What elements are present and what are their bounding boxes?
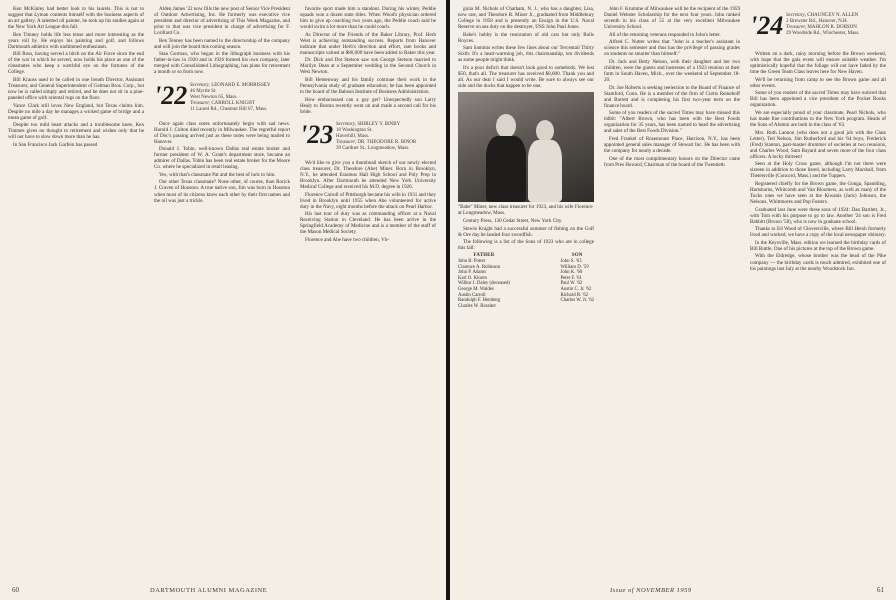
photo-slot [458, 92, 594, 216]
paragraph: Dr. Joe Roberts is seeking reelection to the Board of Finance of Stamford, Conn. He is a member of the firm of Curtis Reineboff and Barrett and is completing his first two-year term on the finance board. [604, 84, 740, 109]
secretary-name: CHAUNCEY N. ALLEN [807, 13, 859, 18]
class-year-numeral: '23 [300, 119, 334, 149]
sons-column [560, 253, 594, 309]
son-name: Austin C. Jr. '62 [560, 286, 592, 292]
paragraph: We are especially proud of your classmate, Pearl Nichols, who has made fine contributions to the New York program. Heads of the Sons of Alumni are both in the class of '63. [750, 109, 886, 129]
treasurer-name: CARROLL KNIGHT [211, 100, 255, 106]
paragraph: Florence Carroll of Pittsburgh became his wife in 1931 and they lived in Brooklyn until 1955 when Abe volunteered for active duty in the Navy, eight months before the attack on Pearl Harbor. [300, 191, 436, 210]
running-footer: Issue of NOVEMBER 1959 [610, 587, 692, 594]
class-year-numeral: '22 [154, 80, 188, 110]
treasurer-label: Treasurer, [786, 25, 807, 30]
son-name: John K. '60 [560, 270, 583, 276]
paragraph: Ben Tenney has been named to the directorship of the company and will join the board this coming season. [154, 37, 290, 50]
father-name: John R. Potter [458, 258, 486, 264]
paragraph: Dr. Dick and Dot Stetson saw son George Stetson married to Marilyn Dean at a September wedding in the Second Church in West Newton. [300, 57, 436, 76]
paragraph: In San Francisco Jack Garfein has passed [13, 141, 98, 148]
secretary-address: 46 Myrtle St. [190, 88, 217, 94]
paragraph: Century Press, 130 Cedar Street, New York City. [463, 218, 563, 225]
paragraph: ginia M. Nichols of Chatham, N. J., who has a daughter, Lisa, now one, and Theodore R. Miner Jr., graduated from Middlebury College in 1958 and is presently an Ensign in the U.S. Naval Reserve on sea duty on the destroyer, USS John Paul Jones. [458, 6, 594, 31]
treasurer-label: Treasurer, [190, 100, 211, 106]
secretary-name: LEONARD E. MORRISSEY [211, 82, 271, 88]
father-name: George M. Waldes [458, 286, 494, 292]
treasurer-address: 11 Laurel Rd., Chestnut Hill 67, Mass. [190, 106, 268, 112]
paragraph: Bill Ross, having served a hitch on the Air Force since the end of the war in which he served, now holds his place as one of the classmates who keep a watchful eye on the fortunes of the College. [8, 51, 144, 76]
paragraph: Registered chiefly for the Brown game, the Gonga, Spaulding, Hartshorns, Whitcomb and Van Bloomers, as well as many of the Tucks ones we have seen at the Kiwanis (Jack) Johnson, the Nelsons, Whittmores and Pop Fosters. [750, 180, 886, 206]
paragraph: Ben Timney holds life less tense and more interesting as the years roll by. He enjoys his painting and golf, and follows Dartmouth athletics with undimmed enthusiasm. [8, 31, 144, 50]
class-officers [336, 122, 436, 152]
right-column-3 [750, 6, 886, 566]
paragraph: How embarrassed can a guy get? Unexpectedly son Larry Healy to Boston recently went on and made a second call for his bride. [300, 96, 436, 115]
paragraph: Once again class notes unfortunately begin with sad news. Harold J. Colton died recently in Milwaukee. The regretful report of Doc's passing arrived just as these notes were being mailed to Hanover. [154, 120, 290, 145]
paragraph: Sam Sammis writes these few lines about our Tercentail Thirty Sixth: It's a heart-warming job, this chairmanship, ten dividends as some people might think. [458, 45, 594, 64]
paragraph: Mrs. Ruth Lannon (who does not a good job with the Class Letter), Ted Nelson, Jim Rutherford and his '64 boys, Frederick (Fred) Stanton, past-master drummer of societies at two reunions, and Charles Wood, Sam Bayard and seven more of the four class officers. A lucky thirteen! [750, 129, 886, 160]
paragraph: Florence and Abe have two children, Vir- [305, 236, 390, 243]
paragraph: Despite too mild heart attacks and a troublesome knee, Ken Timmes gives no thought to retirement and wishes only that he will not have to slow down more than he has. [8, 122, 144, 141]
father-name: Austin Carroll [458, 292, 486, 298]
son-name: John S. '63 [560, 258, 582, 264]
paragraph: Alden James '22 now fills the new post of Senior Vice President of Outdoor Advertising, Inc. He formerly was executive vice president and director of advertising of This Week Magazine, and prior to that was vice president in charge of advertising for F. Lorillard Co. [154, 6, 290, 37]
page-number: 60 [12, 586, 19, 594]
paragraph: His last tour of duty was as commanding officer at a Naval Receiving Station in Cleveland. He has been active in the Springfield Academy of Medicine and is a member of the staff of the Mason Medical Society. [300, 211, 436, 236]
right-column-2 [604, 6, 740, 566]
fathers-column [458, 253, 510, 309]
paragraph: Written on a dark, rainy morning before the Brown weekend, with hope that the gala event will ensure suitable weather. I'm optimistically hopeful that the foliage will not have faded by the time the Green Team Class leaves here for New Haven. [750, 51, 886, 76]
son-name: Peter F. '61 [560, 275, 582, 281]
paragraph: Graduated last June were these sons of 1924: Dan Bartlett, Jr., with Tom with his purpose to go to law. Another '24 son is Fred Babbitt (Brown '58), who is now in graduate school. [750, 206, 886, 225]
paragraph: Yes, with that's classmate Pat and the best of luck to him. [159, 171, 276, 178]
person-head [536, 120, 554, 142]
treasurer-address: 29 Woodside Rd., Winchester, Mass. [786, 31, 860, 36]
paragraph: Dr. Jack and Betty Nelson, with their daughter and her two children, were the guests and hostesses of a 1923 reunion at their farm in South Haven, Mich., over the weekend of September 18-20. [604, 58, 740, 84]
running-footer: DARTMOUTH ALUMNI MAGAZINE [150, 587, 268, 594]
right-column-1 [458, 6, 594, 566]
treasurer-name: MAHLON R. DOBSON [807, 25, 857, 30]
secretary-city: Haverhill, Mass. [336, 133, 370, 139]
father-name: Randolph F. Hemberg [458, 298, 501, 304]
treasurer-address: 39 Gardner St., Longmeadow, Mass. [336, 145, 410, 151]
son-name: William D. '59 [560, 264, 589, 270]
secretary-label: Secretary, [190, 82, 210, 88]
father-name: Charles W. Rossiter [458, 303, 496, 309]
father-name: Clarence A. Robinson [458, 264, 501, 270]
secretary-city: West Newton 65, Mass. [190, 94, 238, 100]
paragraph: favorite sport made him a standout. During his winter, Peddie squads won a dozen state titles. When Wood's physician ordered him to give up coaching two years ago, the Peddie coach said he would swim a lot more than he could coach. [300, 6, 436, 31]
paragraph: The following is a list of the Sons of 1923 who are in college this fall: [458, 239, 594, 252]
class-year-numeral: '24 [750, 11, 784, 40]
class-section-header-22 [154, 80, 290, 118]
left-column-2 [154, 6, 290, 566]
paragraph: One of the most complimentary honors on the Director came from Pres Howard, Chairman of the board of the Twentieth [604, 155, 740, 168]
person-body [486, 136, 526, 202]
class-section-header-24 [750, 10, 886, 48]
son-name: Paul W. '62 [560, 281, 583, 287]
sons-header: SON [571, 253, 583, 259]
class-section-header-23 [300, 119, 436, 157]
paragraph: Bill Krauss used to be called in one breath Director, Assistant Treasurer, and General Superintendent of Gelman Bros. Corp., but now he is called simply and retired, and he does not sit in a pine-paneled office with oriental rugs on the floor. [8, 77, 144, 102]
left-column-1 [8, 6, 144, 566]
paragraph: Fred Frankel of Rosemount Place, Harrison, N.Y., has been appointed general sales manager of Stewart Inc. He has been with the company for nearly a decade. [604, 135, 740, 155]
son-name: Charles W. Jr. '62 [560, 298, 594, 304]
left-column-3 [300, 6, 436, 566]
paragraph: Stan Gorman, who began in the lithograph business with his father-in-law in 1920 and in 1926 formed his own company, later merged with Consolidated Lithographing, has plans for retirement a month or so from now. [154, 51, 290, 76]
person-body [528, 140, 562, 202]
photo-caption: "Babe" Miner, new class treasurer for 1923, and his wife Florence at Longmeadow, Mass. [458, 204, 593, 217]
paragraph: Stewie Knight had a successful summer of fishing on the Gulf & Ore day he landed four swordfish. [458, 225, 594, 238]
secretary-name: SHIRLEY Y. BINBY [357, 121, 401, 127]
secretary-address: 10 Washington St. [336, 127, 373, 133]
paragraph: Seen at the Holy Cross game, although I'm not there were sixteen in addition to those listed, including Larry Marshall, from Thetersville (Concord, Mass.) and the Tuppers. [750, 161, 886, 180]
father-name: Wilbur J. Daley (deceased) [458, 281, 511, 287]
paragraph: As Director of the Friends of the Baker Library, Prof. Herb West is achieving outstanding success. Reports from Hanover indicate that under Herb's direction and effort, rare books and manuscripts valued at $80,000 have been added to Baker this year. [300, 31, 436, 56]
fathers-sons-list [458, 253, 594, 309]
treasurer-label: Treasurer, [336, 139, 357, 145]
class-officers [190, 83, 290, 113]
class-photo [458, 92, 594, 202]
paragraph: John F. Krumme of Milwaukee will be the recipient of the 1959 Daniel Webster Scholarship for the next four years. John ranked seventh in his class of 55 at the very excellent Milwaukee University School. [604, 6, 740, 31]
paragraph: In the Keysville, Mass. edition we learned the birthday cards of Bill Ruttle. One of his pictures at the top of the Brown game. [750, 239, 886, 252]
paragraph: Bill Hemenway and his family continue their work in the Pennsylvania study of graduate education; he has been appointed to the board of the Babson Institute of Business Administration. [300, 77, 436, 96]
right-page [450, 0, 896, 600]
paragraph: It's a poor deficit that doesn't look good to somebody. We lost $50, that's all. The treasurer has received $8,600. Thank you and all. As our dear I said I would write. Be sure to always see our side and the ducks that happen to be one. [458, 64, 594, 90]
treasurer-name: DR. THEODORE R. BINOR [357, 139, 417, 145]
father-name: John P. Adams [458, 270, 487, 276]
paragraph: We'd like to give you a thumbnail sketch of our newly elected class treasurer, Dr. Theodore (Abe) Miner. Born in Brooklyn, N.Y., he attended Erasmus Hall High School and Poly Prep in Brooklyn. After Dartmouth he attended New York University Medical College and received his M.D. degree in 1926. [300, 159, 436, 190]
paragraph: With the Eldredge, whose brother was the head of the Pike company — the birthday cards is much admired, exhibited one of his paintings last July at the nearby Woodstock Inn. [750, 253, 886, 272]
paragraph: Donald J. Tobin, well-known Dallas real estate broker and former president of W. A. Grant's department store, became an admirer of Dallas. Tobin has been real estate broker for the Moore Co. where he specialized in retail leasing. [154, 146, 290, 171]
father-name: Karl O. Kloren [458, 275, 487, 281]
page-number: 61 [877, 586, 884, 594]
son-name: Richard R. '62 [560, 292, 589, 298]
secretary-address: 2 Brewster Rd., Hanover, N.H. [786, 19, 848, 24]
paragraph: All of the returning veterans responded to John's letter. [609, 31, 721, 38]
paragraph: Thanks to Ed Wood of Gloversville, where Bill Hersh formerly lived and worked, we have a copy of the local newspaper obituary. [750, 226, 886, 239]
paragraph: Babe's hobby is the restoration of old cars but only Rolls Royces. [458, 31, 594, 44]
fathers-header: FATHER [473, 253, 495, 259]
class-officers [786, 13, 886, 37]
paragraph: Some of you readers of the sacred Times may have noticed that Bill has been appointed a vice president of the Pocket Books organization. [750, 90, 886, 109]
paragraph: Alfred C. Nutter writes that "John is a teacher's assistant in science this semester and thus has the privilege of passing grades on students no smarter than himself." [604, 39, 740, 58]
person-head [496, 114, 516, 138]
secretary-label: Secretary, [336, 121, 356, 127]
paragraph: We'll be returning from camp to see the Brown game and all other events. [750, 76, 886, 89]
secretary-label: Secretary, [786, 13, 806, 18]
left-page [0, 0, 446, 600]
paragraph: Some of you readers of the sacred Times may have missed this tidbit: "Albert Brown, who has been with the Best Foods organization for 35 years, has been named to head the advertising and sales of the Best Foods Division." [604, 110, 740, 135]
paragraph: Vance Clark still loves New England, but Texas claims him. Despite no mile a day he manages a wicked game of bridge and a mean game of golf. [8, 102, 144, 121]
paragraph: Our other Texas classmate? None other, of course, than Rorick J. Craven of Houston. A true native son, Jim was born in Houston when most of its citizens knew each other by their first names and the oil was just a trickle. [154, 179, 290, 204]
paragraph: Ken McKinley had better look to his laurels. This is not to suggest that Lyman contents himself with the business aspects of an art gallery. A talented oil painter, he took up his studies again at the New York Art League this fall. [8, 6, 144, 31]
